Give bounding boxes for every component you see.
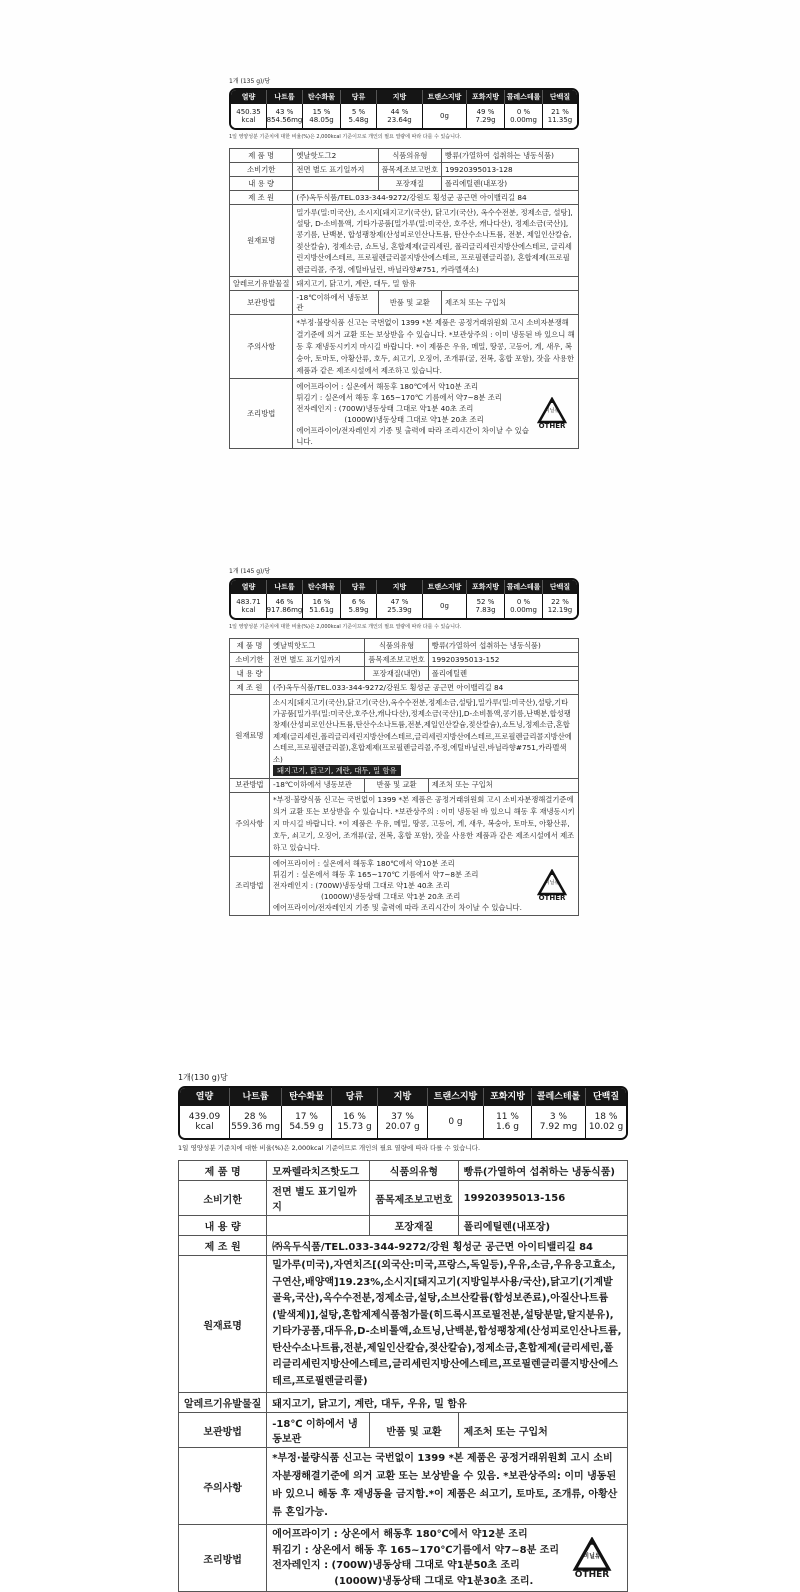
nutrient-amount: 23.64g	[387, 116, 412, 124]
nutrient-cell	[467, 104, 505, 128]
nutrition-table	[229, 578, 579, 620]
nutrient-header: 트랜스지방	[423, 90, 467, 104]
food-type-label: 식품의유형	[378, 149, 441, 163]
nutrient-cell	[505, 594, 543, 618]
label-panel-2	[229, 566, 579, 916]
nutrient-header: 열량	[231, 90, 267, 104]
food-type: 빵류(가열하여 섭취하는 냉동식품)	[442, 149, 579, 163]
nutrient-cell	[377, 594, 423, 618]
nutrition-header	[231, 90, 577, 104]
recycle-other: OTHER	[574, 1569, 610, 1580]
nutrient-cell	[303, 594, 341, 618]
product-name-label: 제 품 명	[230, 149, 293, 163]
product-info-table	[229, 148, 579, 449]
nutrient-cell	[378, 1106, 428, 1138]
nutrient-header: 당류	[341, 90, 377, 104]
nutrient-header: 당류	[341, 580, 377, 594]
return-label: 반품 및 교환	[370, 1413, 458, 1448]
nutrient-cell	[267, 104, 303, 128]
packaging: 폴리에틸렌	[428, 667, 578, 681]
ingredients: 밀가루(미국),자연치즈[(외국산:미국,프랑스,독일등),우유,소금,우유응고효소,구연산,배양액]19.23%,소시지[돼지고기(지방일부사용/국산),닭고기(기계발골육,국산),옥수수전분,정제소금,설탕,소브산칼륨(합성보존료),아질산나트륨(발색제)],설탕,혼합제제식품첨가물(히드록시프로필전분,설탕분말,탈지분유),기타가공품,대두유,D-소비톨액,쇼트닝,난백분,합성팽창제(산성피로인산나트륨,탄산수소나트륨,전분,제일인산칼슘,젖산칼슘),정제소금,혼합제제(글리세린,폴리글리세린지방산에스테르,글리세린지방산에스테르,프로필렌글리콜지방산에스테르,프로필렌글리콜)	[267, 1256, 628, 1393]
nutrient-cell	[341, 104, 377, 128]
recycle-other: OTHER	[538, 422, 566, 431]
product-name-label: 제 품 명	[230, 639, 270, 653]
nutrient-header: 나트륨	[267, 90, 303, 104]
storage: -18℃ 이하에서 냉동보관	[267, 1413, 370, 1448]
cooking-cell	[270, 856, 579, 915]
nutrient-amount: 48.05g	[309, 116, 334, 124]
nutrient-pct: 47 %	[390, 597, 409, 606]
cook-line: 에어프라이어/전자레인지 기종 및 출력에 따라 조리시간이 차이날 수 있습니다.	[296, 425, 529, 446]
product-name: 옛날핫도그2	[293, 149, 378, 163]
nutrient-cell	[230, 1106, 282, 1138]
report-no: 19920395013-152	[428, 653, 578, 667]
nutrient-pct: 18 %	[594, 1111, 618, 1122]
volume-label: 내 용 량	[179, 1216, 267, 1236]
return: 제조처 또는 구입처	[442, 291, 579, 315]
volume	[270, 667, 365, 681]
nutrient-amount: 5.48g	[348, 116, 369, 124]
nutrient-header: 콜레스테롤	[505, 90, 543, 104]
nutrient-amount: 0 g	[448, 1116, 463, 1127]
nutrient-header: 트랜스지방	[428, 1088, 484, 1106]
serving-size: 1개(130 g)당	[178, 1073, 228, 1082]
cooking-cell	[267, 1525, 628, 1592]
nutrient-header: 트랜스지방	[423, 580, 467, 594]
nutrient-pct: 450.35	[236, 107, 261, 116]
nutrient-pct: 28 %	[244, 1111, 267, 1122]
expiry: 전면 별도 표기일까지	[267, 1181, 370, 1216]
nutrient-cell	[586, 1106, 626, 1138]
allergy: 돼지고기, 닭고기, 계란, 대두, 우유, 밀 함유	[267, 1393, 628, 1413]
nutrient-amount: 0g	[440, 111, 449, 120]
expiry: 전면 별도 표기일까지	[270, 653, 365, 667]
cook-line: 튀김기 : 실온에서 해동 후 165~170℃ 기름에서 약7~8분 조리	[273, 870, 479, 880]
nutrient-header: 단백질	[592, 1092, 620, 1102]
nutrient-header: 단백질	[549, 583, 571, 591]
nutrition-values	[180, 1106, 626, 1138]
nutrient-header: 콜레스테롤	[505, 580, 543, 594]
manufacturer: (주)옥두식품/TEL.033-344-9272/강원도 횡성군 공근면 아이밸리길 84	[293, 191, 579, 205]
nutrient-amount: 7.29g	[475, 116, 496, 124]
cook-line: 에어프라이어 : 실온에서 해동후 180℃에서 약10분 조리	[296, 381, 479, 391]
nutrient-amount: 11.35g	[547, 116, 573, 124]
packaging: 폴리에틸렌(내포장)	[442, 177, 579, 191]
nutrient-pct: 0 %	[516, 597, 531, 606]
manufacturer-label: 제 조 원	[230, 191, 293, 205]
food-type: 빵류(가열하여 섭취하는 냉동식품)	[458, 1161, 627, 1181]
report-no: 19920395013-128	[442, 163, 579, 177]
nutrient-pct: 16 %	[343, 1111, 366, 1122]
storage: -18℃이하에서 냉동보관	[270, 778, 365, 792]
nutrient-header: 단백질	[549, 93, 571, 101]
cooking-label: 조리방법	[230, 379, 293, 449]
nutrient-pct: 17 %	[295, 1111, 318, 1122]
nutrient-pct: 22 %	[551, 597, 569, 606]
recycle-type: 비닐류	[544, 880, 560, 887]
caution: *부정·불량식품 신고는 국번없이 1399 *본 제품은 공정거래위원회 고시 소비자분쟁해결기준에 의거 교환 또는 보상받을 수 있음. *보관상주의: 이미 냉동된 바 있으니 해동 후 재냉동을 금지함.*이 제품은 쇠고기, 토마토, 조개류, 아황산류 혼입가능.	[267, 1448, 628, 1525]
nutrition-values	[231, 594, 577, 618]
nutrient-header: 나트륨	[267, 580, 303, 594]
label-panel-3	[178, 1072, 628, 1592]
nutrition-values	[231, 104, 577, 128]
nutrition-footnote: 1일 영양성분 기준치에 대한 비율(%)은 2,000kcal 기준이므로 개인의 필요 열량에 따라 다를 수 있습니다.	[178, 1144, 481, 1152]
cooking-instructions	[273, 858, 529, 913]
nutrient-pct: 44 %	[390, 107, 409, 116]
nutrient-cell	[532, 1106, 586, 1138]
caution-label: 주의사항	[179, 1448, 267, 1525]
nutrient-amount: 12.19g	[547, 606, 573, 614]
nutrition-footnote: 1일 영양성분 기준치에 대한 비율(%)은 2,000kcal 기준이므로 개인의 필요 열량에 따라 다를 수 있습니다.	[229, 134, 462, 140]
storage: -18℃이하에서 냉동보관	[293, 291, 378, 315]
nutrient-cell	[423, 594, 467, 618]
nutrient-cell	[467, 594, 505, 618]
nutrient-amount: 10.02 g	[588, 1122, 624, 1132]
nutrient-amount: 0.00mg	[510, 116, 537, 124]
cook-line: (1000W)냉동상태 그대로 약1분30초 조리.	[334, 1575, 534, 1587]
nutrition-header	[231, 580, 577, 594]
nutrient-pct: 43 %	[275, 107, 294, 116]
nutrient-amount: 1.6 g	[496, 1122, 519, 1132]
label-section-3	[0, 1020, 800, 1587]
nutrient-amount: 0.00mg	[510, 606, 537, 614]
allergy: 돼지고기, 닭고기, 계란, 대두, 밀 함유	[273, 765, 401, 776]
nutrient-cell	[423, 104, 467, 128]
manufacturer: ㈜옥두식품/TEL.033-344-9272/강원 횡성군 공근면 아이티밸리길 84	[267, 1236, 628, 1256]
packaging-label: 포장재질	[378, 177, 441, 191]
product-info-table	[178, 1160, 628, 1592]
nutrition-table	[178, 1086, 628, 1140]
product-name-label: 제 품 명	[179, 1161, 267, 1181]
manufacturer-label: 제 조 원	[230, 681, 270, 695]
nutrient-cell	[303, 104, 341, 128]
nutrient-amount: 54.59 g	[289, 1122, 324, 1132]
recycle-other: OTHER	[538, 894, 566, 903]
expiry-label: 소비기한	[230, 163, 293, 177]
cooking-label: 조리방법	[179, 1525, 267, 1592]
nutrient-header: 지방	[377, 90, 423, 104]
nutrient-header: 열량	[180, 1088, 230, 1106]
nutrient-amount: kcal	[241, 606, 256, 614]
nutrient-cell	[484, 1106, 532, 1138]
cook-line: 에어프라이기 : 상온에서 해동후 180℃에서 약12분 조리	[272, 1529, 528, 1540]
report-no-label: 품목제조보고번호	[378, 163, 441, 177]
nutrient-cell	[267, 594, 303, 618]
volume-label: 내 용 량	[230, 667, 270, 681]
nutrient-pct: 439.09	[188, 1111, 221, 1122]
nutrient-pct: 21 %	[551, 107, 569, 116]
return: 제조처 또는 구입처	[428, 778, 578, 792]
allergy-label: 알레르기유발물질	[179, 1393, 267, 1413]
nutrient-amount: 917.86mg	[266, 606, 303, 614]
recycle-type: 비닐류	[583, 1552, 601, 1560]
cook-line: (1000W)냉동상태 그대로 약1분 20초 조리	[321, 892, 461, 902]
storage-label: 보관방법	[230, 778, 270, 792]
cooking-instructions	[272, 1527, 562, 1589]
volume	[267, 1216, 370, 1236]
nutrition-footnote: 1일 영양성분 기준치에 대한 비율(%)은 2,000kcal 기준이므로 개인의 필요 열량에 따라 다를 수 있습니다.	[229, 624, 462, 630]
cook-line: 에어프라이어 : 실온에서 해동후 180℃에서 약10분 조리	[273, 859, 455, 869]
nutrient-header: 탄수화물	[282, 1088, 332, 1106]
ingredients: 소시지[돼지고기(국산),닭고기(국산),옥수수전분,정제소금,설탕],밀가루(밀:미국산),설탕,기타가공품[밀가루(밀:미국산,호주산,캐나다산),정제소금(국산)],D-소비톨액,콩기름,난백분,합성팽창제(산성피로인산나트륨,탄산수소나트륨,전분,제일인산칼슘,젖산칼슘),쇼트닝,정제소금,혼합제제(글리세린,폴리글리세린지방산에스테르,글리세린지방산에스테르,프로필렌글리콜지방산에스테르,프로필렌글리콜),혼합제제(프로필렌글리콜,주정,에틸바닐린,바닐라향#751,카라멜색소)	[273, 697, 572, 764]
nutrient-amount: 20.07 g	[385, 1122, 420, 1132]
product-name: 옛날빅핫도그	[270, 639, 365, 653]
storage-label: 보관방법	[179, 1413, 267, 1448]
volume	[293, 177, 378, 191]
nutrient-header: 열량	[231, 580, 267, 594]
caution: *부정·불량식품 신고는 국번없이 1399 *본 제품은 공정거래위원회 고시 소비자분쟁해결기준에 의거 교환 또는 보상받을 수 있습니다. *보관상주의 : 이미 냉동된 바 있으니 해동 후 재냉동시키지 마시길 바랍니다. *이 제품은 우유, 메밀, 땅콩, 고등어, 게, 새우, 복숭아, 토마토, 아황산류, 호두, 쇠고기, 오징어, 조개류(굴, 전복, 홍합 포함), 잣을 사용한 제품과 같은 제조시설에서 제조하고 있습니다.	[293, 315, 579, 379]
caution-label: 주의사항	[230, 315, 293, 379]
nutrient-amount: kcal	[241, 116, 256, 124]
cook-line: 전자레인지 : (700W)냉동상태 그대로 약1분50초 조리	[272, 1560, 520, 1571]
nutrient-amount: kcal	[195, 1122, 214, 1132]
return-label: 반품 및 교환	[365, 778, 428, 792]
nutrient-amount: 559.36 mg	[231, 1122, 280, 1132]
ingredients-label: 원재료명	[179, 1256, 267, 1393]
ingredients-cell	[270, 695, 579, 779]
nutrient-amount: 0g	[440, 601, 449, 610]
ingredients: 밀가루(밀:미국산), 소시지[돼지고기(국산), 닭고기(국산), 옥수수전분, 정제소금, 설탕], 설탕, D-소비톨액, 기타가공품[밀가루(밀:미국산, 호주산, 캐나다산), 정제소금(국산)], 콩기름, 난백분, 합성팽창제(산성피로인산나트륨, 탄산수소나트륨, 전분, 제일인산칼슘, 젖산칼슘), 정제소금, 쇼트닝, 혼합제제(글리세린, 폴리글리세린지방산에스테르, 글리세린지방산에스테르, 프로필렌글리콜지방산에스테르, 프로필렌글리콜), 혼합제제(프로필렌글리콜, 주정, 에틸바닐린, 바닐라향#751, 카라멜색소)	[293, 205, 579, 277]
food-type-label: 식품의유형	[365, 639, 428, 653]
nutrient-cell	[543, 104, 577, 128]
nutrient-pct: 6 %	[351, 597, 366, 606]
nutrient-cell	[377, 104, 423, 128]
nutrient-cell	[505, 104, 543, 128]
label-section-1	[0, 0, 800, 510]
nutrient-pct: 0 %	[516, 107, 531, 116]
nutrient-header: 지방	[377, 580, 423, 594]
serving-size: 1개 (135 g)/당	[229, 78, 271, 85]
product-name: 모짜렐라치즈핫도그	[267, 1161, 370, 1181]
nutrient-header: 콜레스테롤	[532, 1088, 586, 1106]
nutrient-cell	[180, 1106, 230, 1138]
packaging: 폴리에틸렌(내포장)	[458, 1216, 627, 1236]
expiry-label: 소비기한	[179, 1181, 267, 1216]
serving-size: 1개 (145 g)/당	[229, 568, 271, 575]
nutrient-cell	[282, 1106, 332, 1138]
nutrient-header: 포화지방	[484, 1088, 532, 1106]
nutrient-cell	[332, 1106, 378, 1138]
recycle-mark	[529, 397, 575, 430]
nutrient-header: 지방	[378, 1088, 428, 1106]
nutrient-pct: 46 %	[275, 597, 294, 606]
nutrient-header: 포화지방	[467, 90, 505, 104]
return: 제조처 또는 구입처	[458, 1413, 627, 1448]
volume-label: 내 용 량	[230, 177, 293, 191]
nutrient-pct: 11 %	[496, 1111, 519, 1122]
cooking-instructions	[296, 381, 529, 447]
report-no-label: 품목제조보고번호	[370, 1181, 458, 1216]
allergy-label: 알레르기유발물질	[230, 277, 293, 291]
caution-label: 주의사항	[230, 792, 270, 856]
cook-line: 튀김기 : 상온에서 해동 후 165~170℃기름에서 약7~8분 조리	[272, 1544, 560, 1556]
nutrient-pct: 37 %	[391, 1111, 414, 1122]
caution: *부정·불량식품 신고는 국번없이 1399 *본 제품은 공정거래위원회 고시 소비자분쟁해결기준에 의거 교환 또는 보상받을 수 있습니다. *보관상주의 : 이미 냉동된 바 있으니 해동 후 재냉동시키지 마시길 바랍니다. *이 제품은 우유, 메밀, 땅콩, 고등어, 게, 새우, 복숭아, 토마토, 아황산류, 호두, 쇠고기, 오징어, 조개류(굴, 전복, 홍합 포함), 잣을 사용한 제품과 같은 제조시설에서 제조하고 있습니다.	[270, 792, 579, 856]
product-info-table	[229, 638, 579, 916]
packaging-label: 포장재질	[370, 1216, 458, 1236]
report-no: 19920395013-156	[458, 1181, 627, 1216]
manufacturer: (주)옥두식품/TEL.033-344-9272/강원도 횡성군 공근면 아이밸리길 84	[270, 681, 579, 695]
report-no-label: 품목제조보고번호	[365, 653, 428, 667]
storage-label: 보관방법	[230, 291, 293, 315]
nutrient-amount: 51.61g	[309, 606, 334, 614]
expiry: 전면 별도 표기일까지	[293, 163, 378, 177]
cook-line: (1000W)냉동상태 그대로 약1분 20초 조리	[344, 414, 484, 424]
ingredients-label: 원재료명	[230, 205, 293, 277]
recycle-mark	[562, 1537, 622, 1580]
label-panel-1	[229, 76, 579, 449]
nutrient-cell	[543, 594, 577, 618]
cook-line: 에어프라이어/전자레인지 기종 및 출력에 따라 조리시간이 차이날 수 있습니다.	[273, 903, 522, 913]
cook-line: 전자레인지 : (700W)냉동상태 그대로 약1분 40초 조리	[296, 403, 474, 413]
cooking-cell	[293, 379, 579, 449]
food-type: 빵류(가열하여 섭취하는 냉동식품)	[428, 639, 578, 653]
label-section-2	[0, 510, 800, 1020]
cook-line: 튀김기 : 실온에서 해동 후 165~170℃ 기름에서 약7~8분 조리	[296, 392, 502, 402]
nutrient-pct: 52 %	[476, 597, 495, 606]
nutrient-amount: 5.89g	[348, 606, 369, 614]
expiry-label: 소비기한	[230, 653, 270, 667]
nutrient-amount: 25.39g	[387, 606, 412, 614]
nutrition-table	[229, 88, 579, 130]
nutrient-header: 당류	[332, 1088, 378, 1106]
nutrient-cell	[428, 1106, 484, 1138]
nutrient-pct: 15 %	[312, 107, 331, 116]
nutrient-header: 포화지방	[467, 580, 505, 594]
nutrient-header: 나트륨	[230, 1088, 282, 1106]
nutrient-pct: 3 %	[549, 1111, 568, 1122]
nutrient-cell	[231, 594, 267, 618]
cooking-label: 조리방법	[230, 856, 270, 915]
nutrient-header: 탄수화물	[303, 580, 341, 594]
nutrient-amount: 854.56mg	[266, 116, 303, 124]
nutrient-cell	[231, 104, 267, 128]
nutrient-pct: 483.71	[236, 597, 261, 606]
recycle-mark	[529, 869, 575, 902]
cook-line: 전자레인지 : (700W)냉동상태 그대로 약1분 40초 조리	[273, 881, 450, 891]
nutrient-header: 탄수화물	[303, 90, 341, 104]
packaging-label: 포장재질(내면)	[365, 667, 428, 681]
manufacturer-label: 제 조 원	[179, 1236, 267, 1256]
ingredients-label: 원재료명	[230, 695, 270, 779]
nutrient-pct: 5 %	[351, 107, 366, 116]
nutrient-pct: 16 %	[312, 597, 331, 606]
nutrient-amount: 15.73 g	[337, 1122, 372, 1132]
nutrient-amount: 7.83g	[475, 606, 496, 614]
nutrient-cell	[341, 594, 377, 618]
nutrient-pct: 49 %	[476, 107, 495, 116]
return-label: 반품 및 교환	[378, 291, 441, 315]
allergy: 돼지고기, 닭고기, 계란, 대두, 밀 함유	[293, 277, 579, 291]
recycle-type: 비닐류	[544, 408, 560, 415]
nutrition-header	[180, 1088, 626, 1106]
nutrient-amount: 7.92 mg	[539, 1122, 578, 1132]
food-type-label: 식품의유형	[370, 1161, 458, 1181]
